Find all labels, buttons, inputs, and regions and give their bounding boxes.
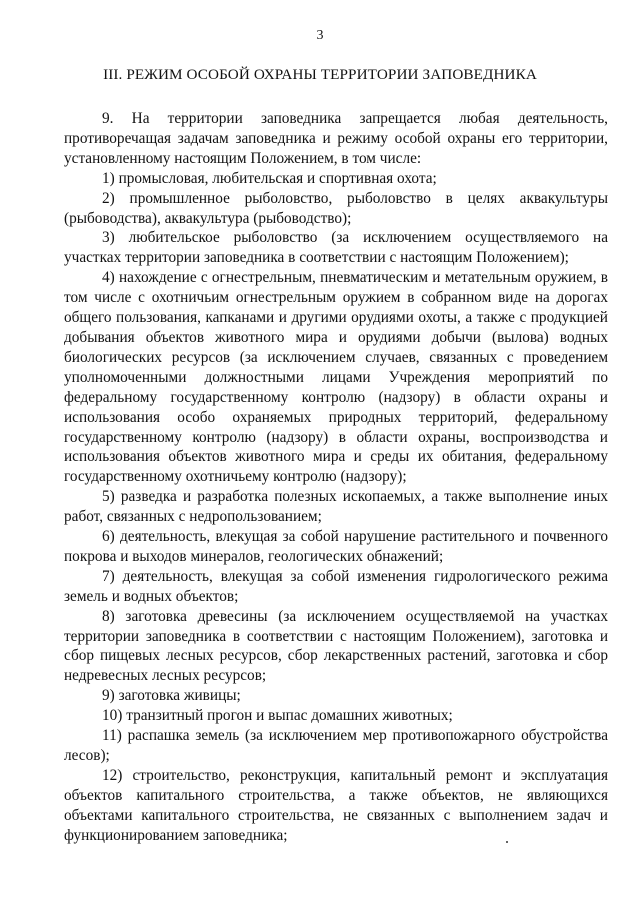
list-item: 11) распашка земель (за исключением мер противопожарного обустройства лесов); [64,727,608,764]
list-item: 5) разведка и разработка полезных ископаемых, а также выполнение иных работ, связанных с недропользованием; [64,488,608,526]
list-item: 9) заготовка живицы; [102,687,241,705]
page-number: 3 [316,28,324,43]
list-item: 3) любительское рыболовство (за исключением осуществляемого на участках территории заповедника в соответствии с настоящим Положением); [64,229,608,267]
list-item: 1) промысловая, любительская и спортивная охота; [102,169,437,187]
list-item: 2) промышленное рыболовство, рыболовство в целях аквакультуры (рыбоводства), аквакультура (рыбоводство); [64,189,608,227]
list-item: 4) нахождение с огнестрельным, пневматическим и метательным оружием, в том числе с охотничьим огнестрельным оружием в собранном виде на дорогах общего пользования, капканами и другими орудиями охоты, а также с продукцией добывания объектов животного мира и орудиями добычи (вылова) водных биологических ресурсов (за исключением случаев, связанных с проведением уполномоченными должностными лицами Учреждения мероприятий по федеральному государственному контролю (надзору) в области охраны и использования особо охраняемых природных территорий, федеральному государственному контролю (надзору) в области охраны, воспроизводства и использования объектов животного мира и среды их обитания, федеральному государственному охотничьему контролю (надзору); [64,269,608,486]
list-item: 7) деятельность, влекущая за собой изменения гидрологического режима земель и водных объектов; [64,567,608,605]
list-item: 10) транзитный прогон и выпас домашних животных; [102,707,453,725]
paragraph-intro: 9. На территории заповедника запрещается любая деятельность, противоречащая задачам заповедника и режиму особой охраны его территории, установленному настоящим Положением, в том числе: [64,110,608,167]
list-item: 12) строительство, реконструкция, капитальный ремонт и эксплуатация объектов капитального строительства, а также объектов, не являющихся объектами капитального строительства, не связанных с выполнением задач и функционированием заповедника; [64,766,608,844]
scan-speck [506,841,508,843]
section-heading: III. РЕЖИМ ОСОБОЙ ОХРАНЫ ТЕРРИТОРИИ ЗАПОВЕДНИКА [103,66,537,83]
document-body [64,109,608,846]
list-item: 6) деятельность, влекущая за собой нарушение растительного и почвенного покрова и выходов минералов, геологических обнажений; [64,528,608,565]
list-item: 8) заготовка древесины (за исключением осуществляемой на участках территории заповедника в соответствии с настоящим Положением), заготовка и сбор пищевых лесных ресурсов, сбор лекарственных растений, заготовка и сбор недревесных лесных ресурсов; [64,607,608,685]
